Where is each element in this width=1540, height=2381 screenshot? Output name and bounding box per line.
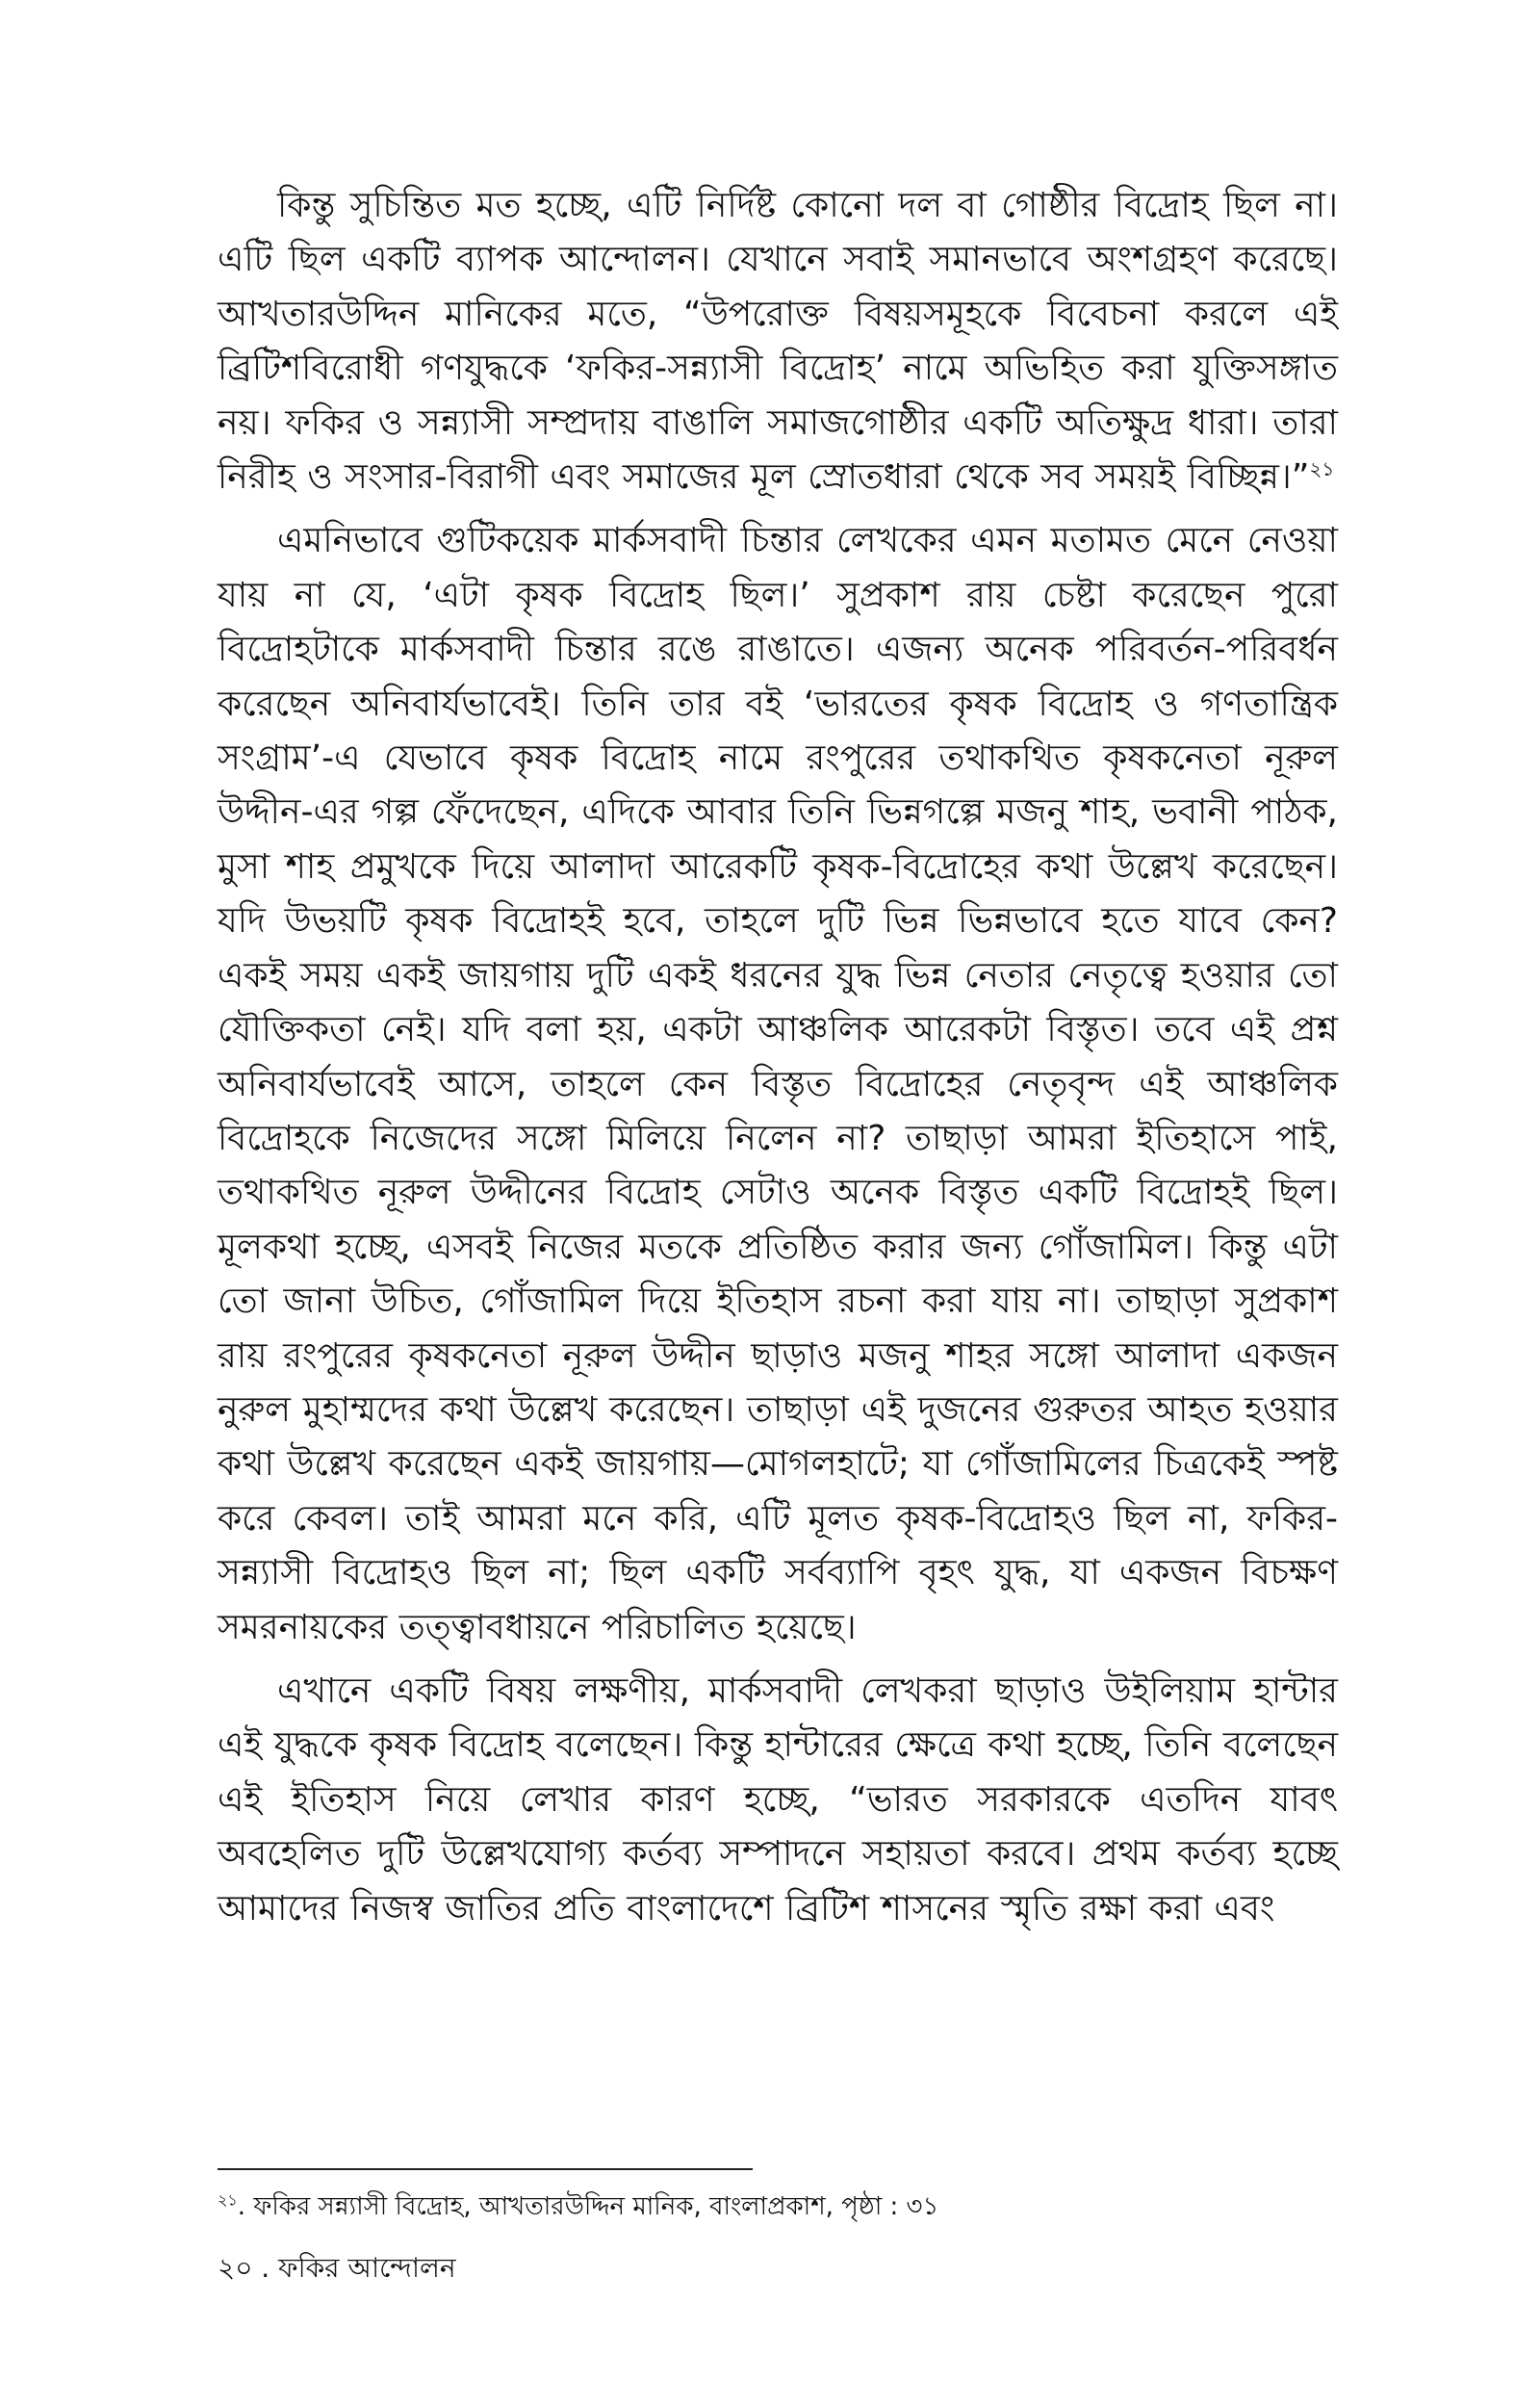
- footnote-divider: [218, 2168, 753, 2170]
- footnote-marker: ২১: [218, 2190, 238, 2210]
- paragraph-1: [218, 179, 1338, 505]
- footnote-reference[interactable]: ২১: [1309, 457, 1335, 481]
- paragraph-2: [218, 514, 1338, 1655]
- paragraph-3-text: এখানে একটি বিষয় লক্ষণীয়, মার্কসবাদী লেখকরা ছাড়াও উইলিয়াম হান্টার এই যুদ্ধকে কৃষক বিদ্রোহ বলেছেন। কিন্তু হান্টারের ক্ষেত্রে কথা হচ্ছে, তিনি বলেছেন এই ইতিহাস নিয়ে লেখার কারণ হচ্ছে, “ভারত সরকারকে এতদিন যাবৎ অবহেলিত দুটি উল্লেখযোগ্য কর্তব্য সম্পাদনে সহায়তা করবে। প্রথম কর্তব্য হচ্ছে আমাদের নিজস্ব জাতির প্রতি বাংলাদেশে ব্রিটিশ শাসনের স্মৃতি রক্ষা করা এবং: [218, 1670, 1338, 1928]
- page-footer: ২০ . ফকির আন্দোলন: [218, 2252, 456, 2284]
- footnote: [218, 2187, 1338, 2226]
- page-body: [218, 179, 1338, 1946]
- paragraph-1-text: কিন্তু সুচিন্তিত মত হচ্ছে, এটি নির্দিষ্ট কোনো দল বা গোষ্ঠীর বিদ্রোহ ছিল না। এটি ছিল একটি ব্যাপক আন্দোলন। যেখানে সবাই সমানভাবে অংশগ্রহণ করেছে। আখতারউদ্দিন মানিকের মতে, “উপরোক্ত বিষয়সমূহকে বিবেচনা করলে এই ব্রিটিশবিরোধী গণযুদ্ধকে ‘ফকির-সন্ন্যাসী বিদ্রোহ’ নামে অভিহিত করা যুক্তিসঙ্গাত নয়। ফকির ও সন্ন্যাসী সম্প্রদায় বাঙালি সমাজগোষ্ঠীর একটি অতিক্ষুদ্র ধারা। তারা নিরীহ ও সংসার-বিরাগী এবং সমাজের মূল স্রোতধারা থেকে সব সময়ই বিচ্ছিন্ন।”: [218, 186, 1338, 498]
- footnote-text: . ফকির সন্ন্যাসী বিদ্রোহ, আখতারউদ্দিন মানিক, বাংলাপ্রকাশ, পৃষ্ঠা : ৩১: [237, 2192, 939, 2221]
- paragraph-2-text: এমনিভাবে গুটিকয়েক মার্কসবাদী চিন্তার লেখকের এমন মতামত মেনে নেওয়া যায় না যে, ‘এটা কৃষক বিদ্রোহ ছিল।’ সুপ্রকাশ রায় চেষ্টা করেছেন পুরো বিদ্রোহটাকে মার্কসবাদী চিন্তার রঙে রাঙাতে। এজন্য অনেক পরিবর্তন-পরিবর্ধন করেছেন অনিবার্যভাবেই। তিনি তার বই ‘ভারতের কৃষক বিদ্রোহ ও গণতান্ত্রিক সংগ্রাম’-এ যেভাবে কৃষক বিদ্রোহ নামে রংপুরের তথাকথিত কৃষকনেতা নূরুল উদ্দীন-এর গল্প ফেঁদেছেন, এদিকে আবার তিনি ভিন্নগল্পে মজনু শাহ, ভবানী পাঠক, মুসা শাহ প্রমুখকে দিয়ে আলাদা আরেকটি কৃষক-বিদ্রোহের কথা উল্লেখ করেছেন। যদি উভয়টি কৃষক বিদ্রোহই হবে, তাহলে দুটি ভিন্ন ভিন্নভাবে হতে যাবে কেন? একই সময় একই জায়গায় দুটি একই ধরনের যুদ্ধ ভিন্ন নেতার নেতৃত্বে হওয়ার তো যৌক্তিকতা নেই। যদি বলা হয়, একটা আঞ্চলিক আরেকটা বিস্তৃত। তবে এই প্রশ্ন অনিবার্যভাবেই আসে, তাহলে কেন বিস্তৃত বিদ্রোহের নেতৃবৃন্দ এই আঞ্চলিক বিদ্রোহকে নিজেদের সঙ্গো মিলিয়ে নিলেন না? তাছাড়া আমরা ইতিহাসে পাই, তথাকথিত নূরুল উদ্দীনের বিদ্রোহ সেটাও অনেক বিস্তৃত একটি বিদ্রোহই ছিল। মূলকথা হচ্ছে, এসবই নিজের মতকে প্রতিষ্ঠিত করার জন্য গোঁজামিল। কিন্তু এটা তো জানা উচিত, গোঁজামিল দিয়ে ইতিহাস রচনা করা যায় না। তাছাড়া সুপ্রকাশ রায় রংপুরের কৃষকনেতা নূরুল উদ্দীন ছাড়াও মজনু শাহর সঙ্গো আলাদা একজন নুরুল মুহাম্মদের কথা উল্লেখ করেছেন। তাছাড়া এই দুজনের গুরুতর আহত হওয়ার কথা উল্লেখ করেছেন একই জায়গায়—মোগলহাটে; যা গোঁজামিলের চিত্রকেই স্পষ্ট করে কেবল। তাই আমরা মনে করি, এটি মূলত কৃষক-বিদ্রোহও ছিল না, ফকির-সন্ন্যাসী বিদ্রোহও ছিল না; ছিল একটি সর্বব্যাপি বৃহৎ যুদ্ধ, যা একজন বিচক্ষণ সমরনায়কের তত্ত্বাবধায়নে পরিচালিত হয়েছে।: [218, 521, 1338, 1647]
- paragraph-3: [218, 1665, 1338, 1936]
